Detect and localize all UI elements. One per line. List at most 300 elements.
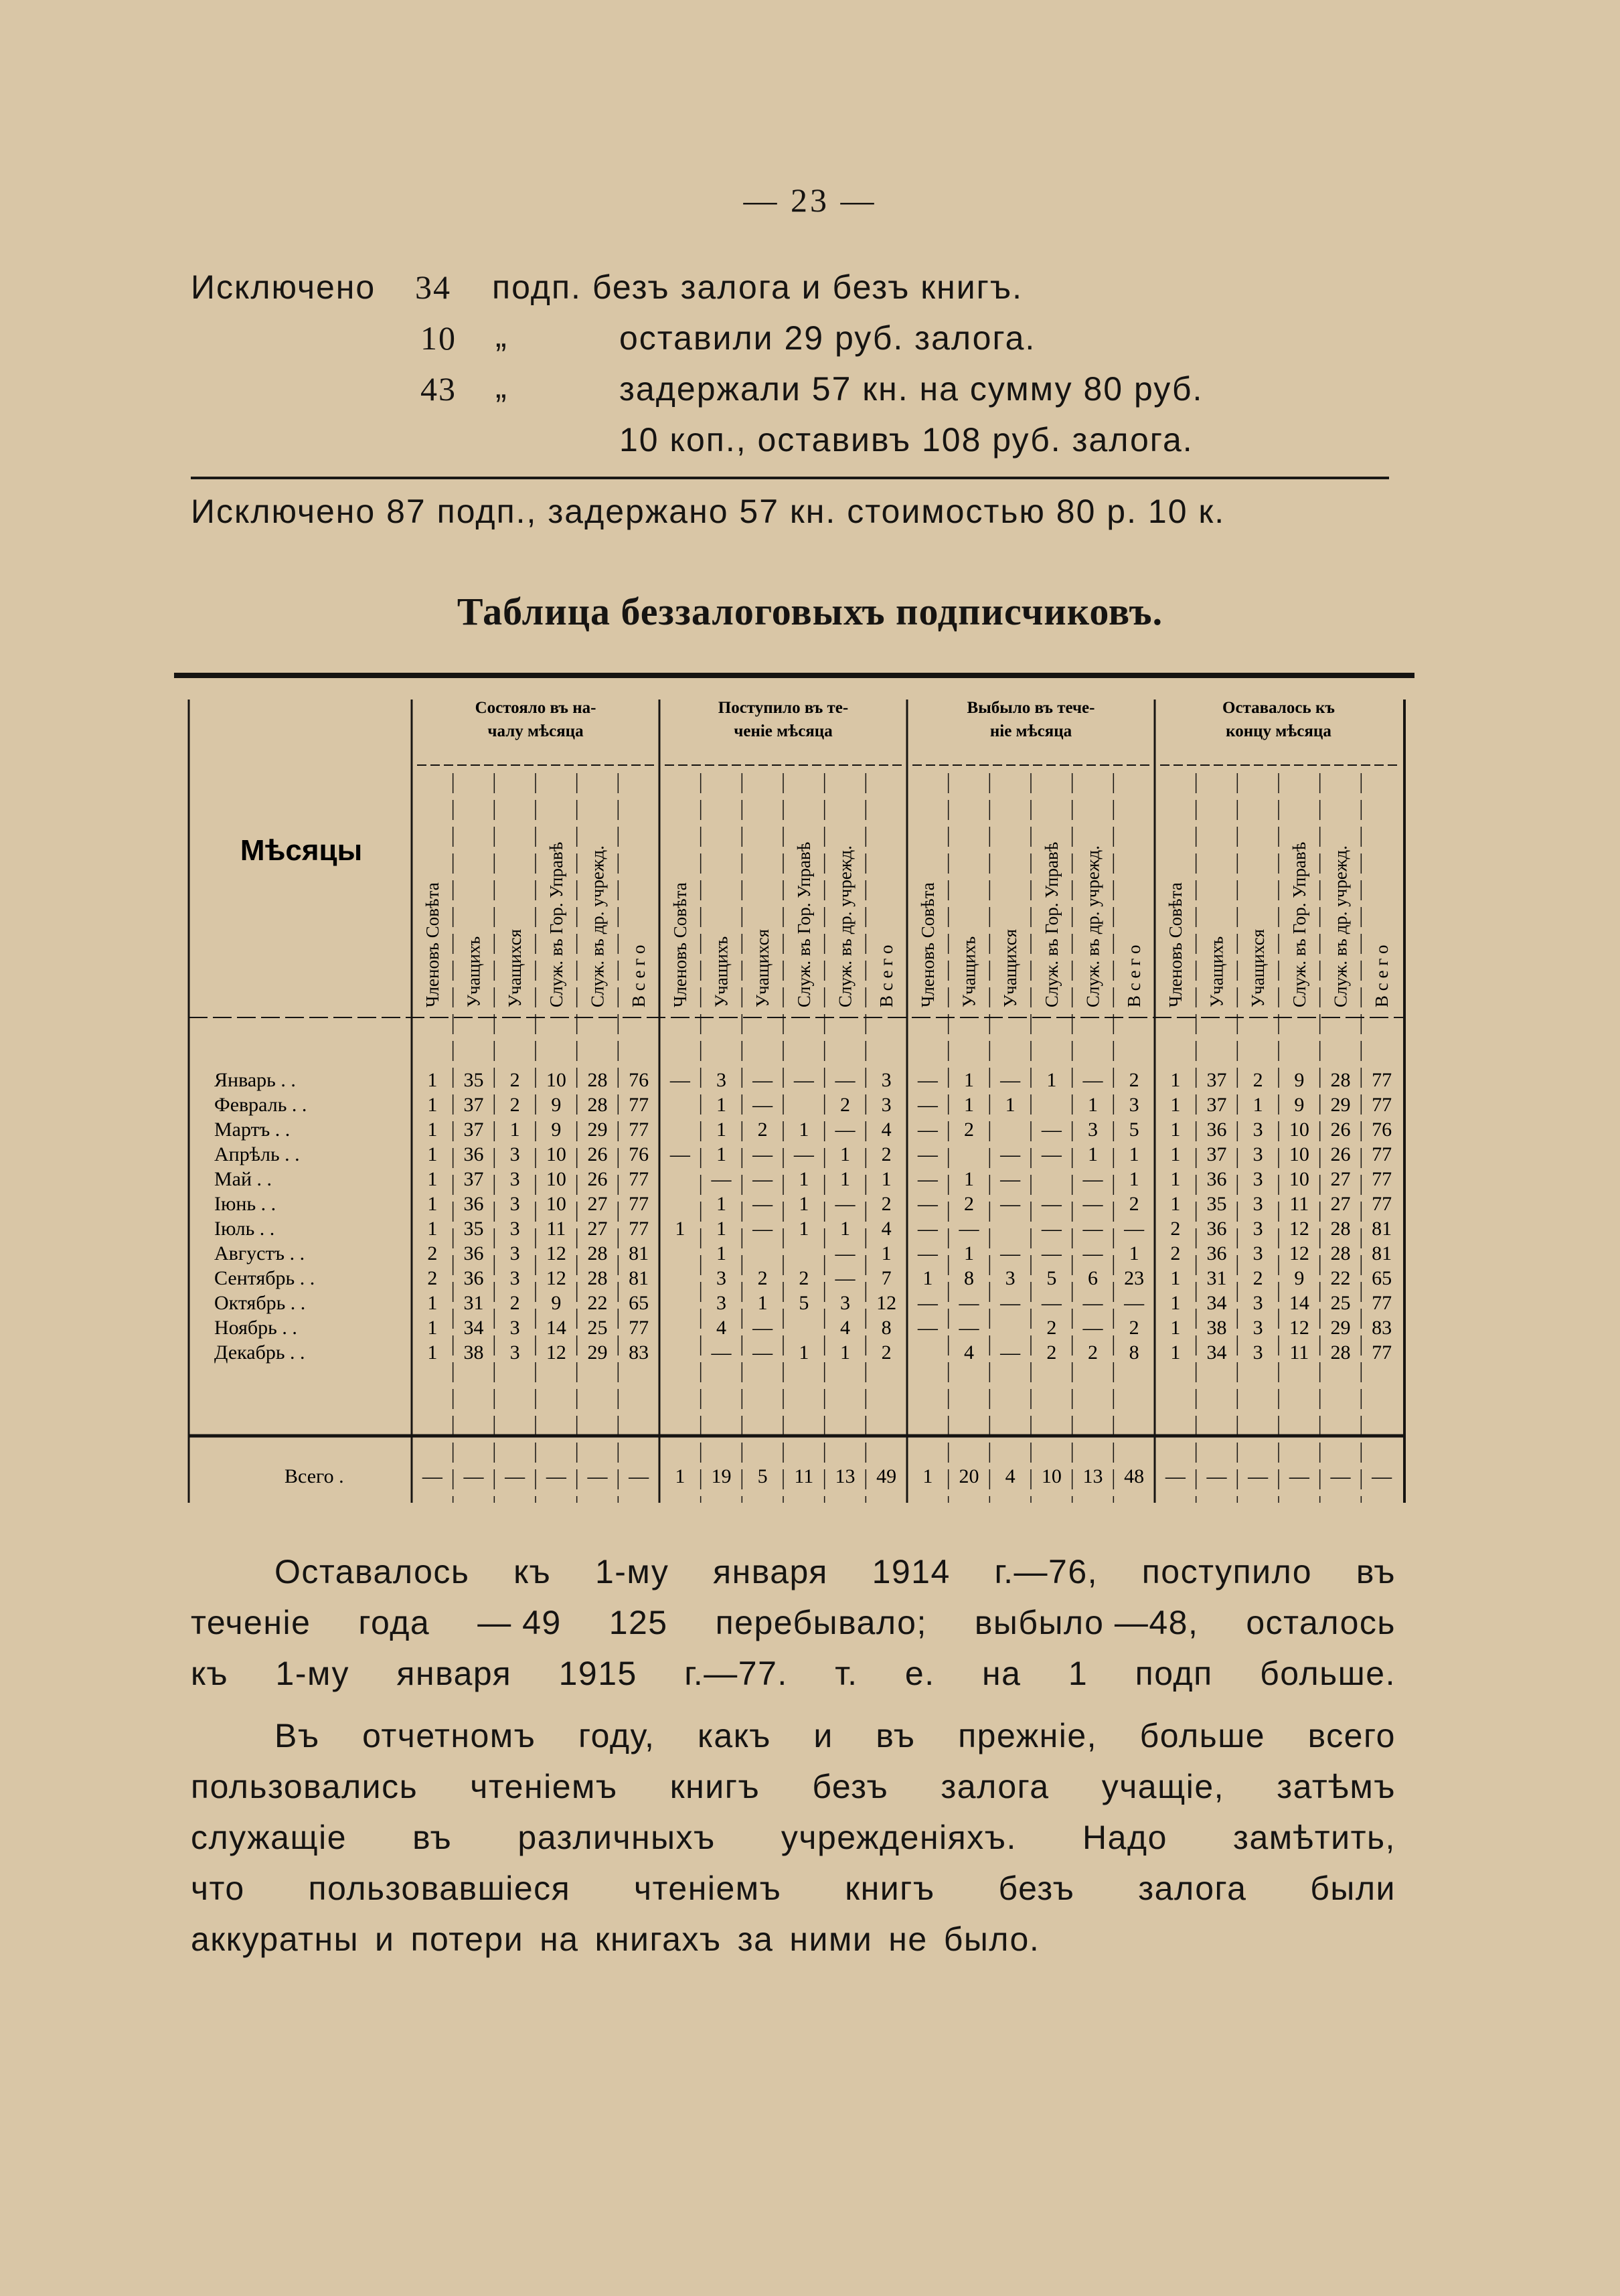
table-cell: 3 <box>1252 1242 1263 1264</box>
table-cell: 26 <box>587 1143 608 1165</box>
table-grid <box>174 673 1414 1509</box>
total-cell: — <box>1248 1465 1269 1487</box>
table-cell: 1 <box>716 1193 726 1215</box>
group-header-line-1: Состояло въ на- <box>475 699 596 717</box>
table-cell: 3 <box>1252 1341 1263 1364</box>
summary-word: на <box>982 1655 1022 1692</box>
group-header-line-2: ніе мѣсяца <box>989 722 1072 740</box>
table-cell: 1 <box>716 1242 726 1264</box>
table-cell: — <box>793 1143 814 1165</box>
table-cell: 76 <box>629 1143 649 1165</box>
summary-word: къ <box>191 1655 229 1692</box>
table-cell: 31 <box>463 1292 484 1314</box>
summary-word: 1-му <box>275 1655 349 1692</box>
table-cell: 3 <box>840 1292 850 1314</box>
table-cell: — <box>1041 1218 1062 1240</box>
table-cell: — <box>1082 1317 1103 1339</box>
table-cell: 2 <box>757 1119 768 1141</box>
table-cell: 27 <box>1330 1193 1351 1215</box>
sub-header: Членовъ Совѣта <box>422 882 442 1007</box>
table-cell: 28 <box>587 1242 608 1264</box>
summary-word: г.—76, <box>994 1553 1099 1590</box>
table-cell: 4 <box>716 1317 726 1339</box>
table-cell: — <box>1000 1341 1021 1364</box>
exclusion-count-1: 34 <box>415 268 451 306</box>
table-cell: — <box>1124 1292 1145 1314</box>
closing-word: ними <box>789 1920 873 1958</box>
table-cell: 10 <box>1289 1143 1309 1165</box>
month-label: Январь . . <box>214 1069 296 1091</box>
sub-header: Учащихъ <box>711 936 732 1007</box>
table-cell: — <box>752 1069 773 1091</box>
table-cell: 3 <box>1252 1292 1263 1314</box>
closing-word: въ <box>876 1717 916 1754</box>
table-cell: 2 <box>427 1242 438 1264</box>
closing-word: залога <box>941 1768 1050 1805</box>
table-cell: 3 <box>716 1292 726 1314</box>
table-cell: — <box>959 1218 979 1240</box>
group-header-line-2: чалу мѣсяца <box>487 722 584 740</box>
table-cell: 81 <box>629 1242 649 1264</box>
total-cell: 13 <box>1082 1465 1103 1487</box>
table-cell: 14 <box>546 1317 566 1339</box>
table-cell: 1 <box>964 1168 974 1190</box>
table-cell: 2 <box>1252 1267 1263 1289</box>
table-cell: 1 <box>1170 1069 1181 1091</box>
table-cell: 2 <box>1088 1341 1098 1364</box>
table-cell: 77 <box>1372 1292 1392 1314</box>
table-cell: 36 <box>463 1193 484 1215</box>
total-cell: — <box>587 1465 608 1487</box>
table-cell: 34 <box>1206 1292 1227 1314</box>
table-cell: — <box>752 1094 773 1116</box>
months-header: Мѣсяцы <box>240 834 363 867</box>
table-cell: 1 <box>427 1317 438 1339</box>
closing-word: книгъ <box>669 1768 760 1805</box>
table-cell: 1 <box>1170 1267 1181 1289</box>
closing-word: книгъ <box>845 1870 935 1907</box>
table-cell: 2 <box>881 1341 892 1364</box>
table-cell: — <box>793 1069 814 1091</box>
summary-word: т. <box>835 1655 858 1692</box>
table-cell: 10 <box>546 1069 566 1091</box>
group-header-line-2: ченіе мѣсяца <box>734 722 833 740</box>
table-cell: — <box>1000 1242 1021 1264</box>
closing-word: залога <box>1138 1870 1247 1907</box>
table-cell: 9 <box>551 1119 562 1141</box>
table-cell: 2 <box>427 1267 438 1289</box>
table-cell: 1 <box>427 1341 438 1364</box>
table-cell: — <box>917 1292 938 1314</box>
table-cell: 36 <box>1206 1218 1227 1240</box>
table-cell: 77 <box>629 1094 649 1116</box>
table-cell: 10 <box>546 1193 566 1215</box>
total-cell: 1 <box>675 1465 685 1487</box>
table-cell: 1 <box>1170 1341 1181 1364</box>
summary-word: теченіе <box>191 1604 311 1641</box>
table-cell: 77 <box>1372 1143 1392 1165</box>
table-cell: 1 <box>1129 1168 1139 1190</box>
table-cell: 2 <box>1170 1218 1181 1240</box>
table-cell: 2 <box>964 1119 974 1141</box>
table-cell: 2 <box>1129 1317 1139 1339</box>
closing-word: учрежденіяхъ. <box>781 1819 1017 1856</box>
table-cell: 28 <box>1330 1341 1351 1364</box>
table-cell: — <box>835 1119 856 1141</box>
summary-line <box>191 1648 1396 1699</box>
table-cell: 31 <box>1206 1267 1227 1289</box>
table-cell: 81 <box>629 1267 649 1289</box>
table-cell: 77 <box>1372 1069 1392 1091</box>
summary-word: января <box>396 1655 512 1692</box>
table-cell: 65 <box>629 1292 649 1314</box>
summary-word: января <box>713 1553 828 1590</box>
table-cell: — <box>959 1317 979 1339</box>
exclusion-text-4: 10 коп., оставивъ 108 руб. залога. <box>619 421 1194 459</box>
table-cell: — <box>711 1341 732 1364</box>
table-cell: — <box>1082 1292 1103 1314</box>
sub-header: Служ. въ Гор. Управѣ <box>793 841 814 1007</box>
table-cell: — <box>917 1218 938 1240</box>
table-cell: — <box>917 1119 938 1141</box>
table-cell: — <box>752 1317 773 1339</box>
total-cell: — <box>546 1465 566 1487</box>
summary-word: поступило <box>1141 1553 1313 1590</box>
table-cell: 29 <box>587 1341 608 1364</box>
table-cell: 1 <box>427 1119 438 1141</box>
table-cell: 1 <box>1170 1317 1181 1339</box>
table-cell: — <box>835 1193 856 1215</box>
table-cell: 12 <box>546 1341 566 1364</box>
subscribers-table <box>174 673 1414 1509</box>
closing-word: было. <box>943 1920 1040 1958</box>
sub-header: Учащихъ <box>1206 936 1227 1007</box>
table-cell: 28 <box>1330 1242 1351 1264</box>
summary-word: года <box>358 1604 430 1641</box>
closing-word: затѣмъ <box>1277 1768 1396 1805</box>
table-cell: 1 <box>427 1069 438 1091</box>
table-cell: 3 <box>509 1341 520 1364</box>
table-cell: 3 <box>1252 1193 1263 1215</box>
summary-word: подп <box>1135 1655 1213 1692</box>
sub-header: Служ. въ Гор. Управѣ <box>546 841 566 1007</box>
table-cell: 12 <box>1289 1242 1309 1264</box>
ditto-mark-3: „ <box>495 367 508 405</box>
group-header-line-2: концу мѣсяца <box>1226 722 1331 740</box>
table-cell: 1 <box>427 1168 438 1190</box>
table-cell: 3 <box>1129 1094 1139 1116</box>
month-label: Іюль . . <box>214 1218 275 1240</box>
group-header-line-1: Выбыло въ тече- <box>967 699 1095 717</box>
table-cell: 2 <box>1129 1069 1139 1091</box>
summary-word: къ <box>513 1553 552 1590</box>
table-cell: 1 <box>840 1218 850 1240</box>
table-cell: 77 <box>629 1119 649 1141</box>
sub-header: В с е г о <box>1372 945 1392 1007</box>
table-cell: 77 <box>1372 1193 1392 1215</box>
table-cell: 14 <box>1289 1292 1309 1314</box>
month-label: Іюнь . . <box>214 1193 276 1215</box>
table-cell: — <box>669 1069 690 1091</box>
total-cell: 48 <box>1124 1465 1145 1487</box>
table-cell: 3 <box>716 1267 726 1289</box>
table-cell: — <box>752 1218 773 1240</box>
table-cell: 3 <box>509 1193 520 1215</box>
table-cell: — <box>1000 1143 1021 1165</box>
table-cell: 4 <box>964 1341 974 1364</box>
table-cell: 3 <box>509 1143 520 1165</box>
table-cell: 28 <box>587 1267 608 1289</box>
table-cell: — <box>917 1242 938 1264</box>
closing-word: не <box>888 1920 928 1958</box>
table-cell: 76 <box>629 1069 649 1091</box>
table-cell: 3 <box>881 1069 892 1091</box>
summary-word: 1 <box>1068 1655 1088 1692</box>
sub-header: В с е г о <box>629 945 649 1007</box>
table-cell: 37 <box>1206 1094 1227 1116</box>
sub-header: Учащихся <box>752 928 773 1007</box>
table-cell: 1 <box>1170 1094 1181 1116</box>
table-cell: 35 <box>463 1069 484 1091</box>
table-cell: 7 <box>881 1267 892 1289</box>
summary-word: осталось <box>1246 1604 1396 1641</box>
total-cell: — <box>422 1465 442 1487</box>
table-title: Таблица беззалоговыхъ подписчиковъ. <box>457 590 1163 633</box>
closing-word: году, <box>578 1717 655 1754</box>
closing-line <box>191 1710 1396 1761</box>
table-cell: 27 <box>587 1193 608 1215</box>
table-cell: 1 <box>1252 1094 1263 1116</box>
table-cell: 3 <box>509 1218 520 1240</box>
sub-header: В с е г о <box>876 945 897 1007</box>
table-cell: 37 <box>463 1119 484 1141</box>
table-cell: — <box>752 1143 773 1165</box>
month-label: Сентябрь . . <box>214 1267 315 1289</box>
closing-word: служащіе <box>191 1819 347 1856</box>
table-cell: 37 <box>1206 1069 1227 1091</box>
table-cell: 37 <box>463 1168 484 1190</box>
table-cell: — <box>917 1069 938 1091</box>
table-cell: 1 <box>427 1292 438 1314</box>
closing-word: больше <box>1139 1717 1266 1754</box>
table-cell: 12 <box>546 1242 566 1264</box>
total-cell: — <box>1372 1465 1392 1487</box>
total-cell: — <box>629 1465 649 1487</box>
table-cell: 12 <box>546 1267 566 1289</box>
table-cell: 10 <box>546 1168 566 1190</box>
summary-word: въ <box>1356 1553 1396 1590</box>
sub-header: Служ. въ Гор. Управѣ <box>1289 841 1309 1007</box>
total-cell: 13 <box>835 1465 856 1487</box>
month-label: Апрѣль . . <box>214 1143 300 1165</box>
group-header-line-1: Поступило въ те- <box>718 699 849 717</box>
closing-word: прежніе, <box>958 1717 1098 1754</box>
closing-word: Надо <box>1082 1819 1167 1856</box>
table-cell: — <box>1000 1193 1021 1215</box>
table-cell: — <box>1082 1168 1103 1190</box>
divider-rule <box>191 477 1389 479</box>
table-cell: 1 <box>881 1242 892 1264</box>
table-cell: 22 <box>587 1292 608 1314</box>
ditto-mark-2: „ <box>495 317 508 354</box>
closing-line <box>191 1863 1396 1914</box>
table-cell: 36 <box>1206 1168 1227 1190</box>
table-cell: — <box>1041 1193 1062 1215</box>
table-cell: 27 <box>1330 1168 1351 1190</box>
total-cell: 49 <box>876 1465 897 1487</box>
summary-line <box>191 1597 1396 1648</box>
closing-word: книгахъ <box>594 1920 722 1958</box>
table-cell: — <box>835 1242 856 1264</box>
table-cell: — <box>1041 1242 1062 1264</box>
table-cell: 2 <box>799 1267 809 1289</box>
summary-word: перебывало; <box>715 1604 927 1641</box>
table-cell: — <box>752 1193 773 1215</box>
summary-word: г.—77. <box>684 1655 788 1692</box>
table-cell: 1 <box>799 1119 809 1141</box>
table-cell: 1 <box>1170 1193 1181 1215</box>
month-label: Декабрь . . <box>214 1341 305 1364</box>
sub-header: Членовъ Совѣта <box>669 882 690 1007</box>
closing-word: Въ <box>274 1717 320 1754</box>
sub-header: Учащихся <box>505 928 525 1007</box>
closing-word: за <box>737 1920 774 1958</box>
closing-word: аккуратны <box>191 1920 359 1958</box>
sub-header: Служ. въ др. учрежд. <box>587 845 608 1007</box>
exclusion-count-2: 10 <box>420 319 457 357</box>
table-cell: — <box>917 1094 938 1116</box>
table-cell: 1 <box>922 1267 933 1289</box>
table-cell: 3 <box>509 1317 520 1339</box>
table-cell: 27 <box>587 1218 608 1240</box>
sub-header: Учащихъ <box>463 936 484 1007</box>
table-cell: — <box>1041 1292 1062 1314</box>
summary-word: 1915 <box>558 1655 637 1692</box>
table-cell: — <box>1041 1143 1062 1165</box>
table-cell: 3 <box>1252 1168 1263 1190</box>
group-header-line-1: Оставалось къ <box>1222 699 1335 717</box>
table-cell: 1 <box>799 1193 809 1215</box>
table-cell: 8 <box>1129 1341 1139 1364</box>
table-cell: 9 <box>551 1094 562 1116</box>
table-cell: 2 <box>1252 1069 1263 1091</box>
table-cell: 83 <box>629 1341 649 1364</box>
closing-paragraph <box>191 1710 1396 1965</box>
summary-word: больше. <box>1260 1655 1396 1692</box>
table-cell: 1 <box>799 1168 809 1190</box>
table-cell: 37 <box>463 1094 484 1116</box>
table-cell: 3 <box>1252 1218 1263 1240</box>
summary-word: выбыло —48, <box>974 1604 1199 1641</box>
table-cell: 4 <box>840 1317 850 1339</box>
table-cell: 8 <box>881 1317 892 1339</box>
exclusion-total: Исключено 87 подп., задержано 57 кн. стоимостью 80 р. 10 к. <box>191 493 1226 530</box>
table-cell: 36 <box>1206 1242 1227 1264</box>
table-cell: 2 <box>1046 1317 1057 1339</box>
summary-word: 1914 <box>872 1553 951 1590</box>
total-cell: — <box>1330 1465 1351 1487</box>
table-cell: 2 <box>881 1143 892 1165</box>
table-cell: 3 <box>881 1094 892 1116</box>
table-cell: 3 <box>509 1242 520 1264</box>
table-cell: 2 <box>509 1292 520 1314</box>
table-cell: 34 <box>1206 1341 1227 1364</box>
table-cell: 12 <box>876 1292 897 1314</box>
closing-word: учащіе, <box>1101 1768 1225 1805</box>
table-cell: 1 <box>1129 1242 1139 1264</box>
table-cell: 2 <box>509 1069 520 1091</box>
table-cell: 1 <box>964 1069 974 1091</box>
table-cell: — <box>752 1341 773 1364</box>
table-cell: 9 <box>1294 1094 1305 1116</box>
table-cell: — <box>959 1292 979 1314</box>
summary-paragraph <box>191 1546 1396 1699</box>
summary-line <box>191 1546 1396 1597</box>
table-cell: 5 <box>799 1292 809 1314</box>
table-cell: 2 <box>964 1193 974 1215</box>
table-cell: 1 <box>675 1218 685 1240</box>
table-cell: 2 <box>1129 1193 1139 1215</box>
closing-word: чтеніемъ <box>470 1768 618 1805</box>
table-cell: — <box>711 1168 732 1190</box>
closing-word: отчетномъ <box>362 1717 536 1754</box>
exclusion-count-3: 43 <box>420 370 457 408</box>
table-cell: 26 <box>1330 1119 1351 1141</box>
table-cell: 1 <box>1170 1292 1181 1314</box>
exclusion-text-2: оставили 29 руб. залога. <box>619 319 1036 357</box>
table-cell: 1 <box>427 1143 438 1165</box>
table-cell: 77 <box>1372 1168 1392 1190</box>
table-cell: 3 <box>509 1168 520 1190</box>
table-cell: 1 <box>964 1094 974 1116</box>
table-cell: 1 <box>1005 1094 1016 1116</box>
table-cell: — <box>1124 1218 1145 1240</box>
table-cell: 1 <box>716 1218 726 1240</box>
table-cell: 2 <box>881 1193 892 1215</box>
table-cell: 1 <box>840 1143 850 1165</box>
table-cell: 22 <box>1330 1267 1351 1289</box>
sub-header: Учащихся <box>1248 928 1269 1007</box>
closing-line <box>191 1761 1396 1812</box>
table-cell: 65 <box>1372 1267 1392 1289</box>
table-cell: 10 <box>1289 1168 1309 1190</box>
summary-word: 125 <box>609 1604 668 1641</box>
sub-header: Членовъ Совѣта <box>1165 882 1186 1007</box>
table-cell: 38 <box>1206 1317 1227 1339</box>
closing-word: безъ <box>812 1768 889 1805</box>
table-cell: — <box>1041 1119 1062 1141</box>
table-cell: — <box>917 1168 938 1190</box>
table-cell: 25 <box>587 1317 608 1339</box>
table-cell: — <box>669 1143 690 1165</box>
table-cell: 2 <box>840 1094 850 1116</box>
summary-word: 1-му <box>594 1553 669 1590</box>
total-cell: 10 <box>1041 1465 1062 1487</box>
total-cell: — <box>1165 1465 1186 1487</box>
total-cell: — <box>505 1465 525 1487</box>
table-cell: 36 <box>463 1242 484 1264</box>
table-cell: 10 <box>546 1143 566 1165</box>
table-cell: 1 <box>964 1242 974 1264</box>
table-cell: 34 <box>463 1317 484 1339</box>
page-number: — 23 — <box>743 181 877 219</box>
table-cell: 35 <box>463 1218 484 1240</box>
table-cell: 3 <box>509 1267 520 1289</box>
table-cell: — <box>917 1317 938 1339</box>
total-cell: 19 <box>711 1465 732 1487</box>
total-cell: 11 <box>794 1465 814 1487</box>
total-cell: 20 <box>959 1465 979 1487</box>
